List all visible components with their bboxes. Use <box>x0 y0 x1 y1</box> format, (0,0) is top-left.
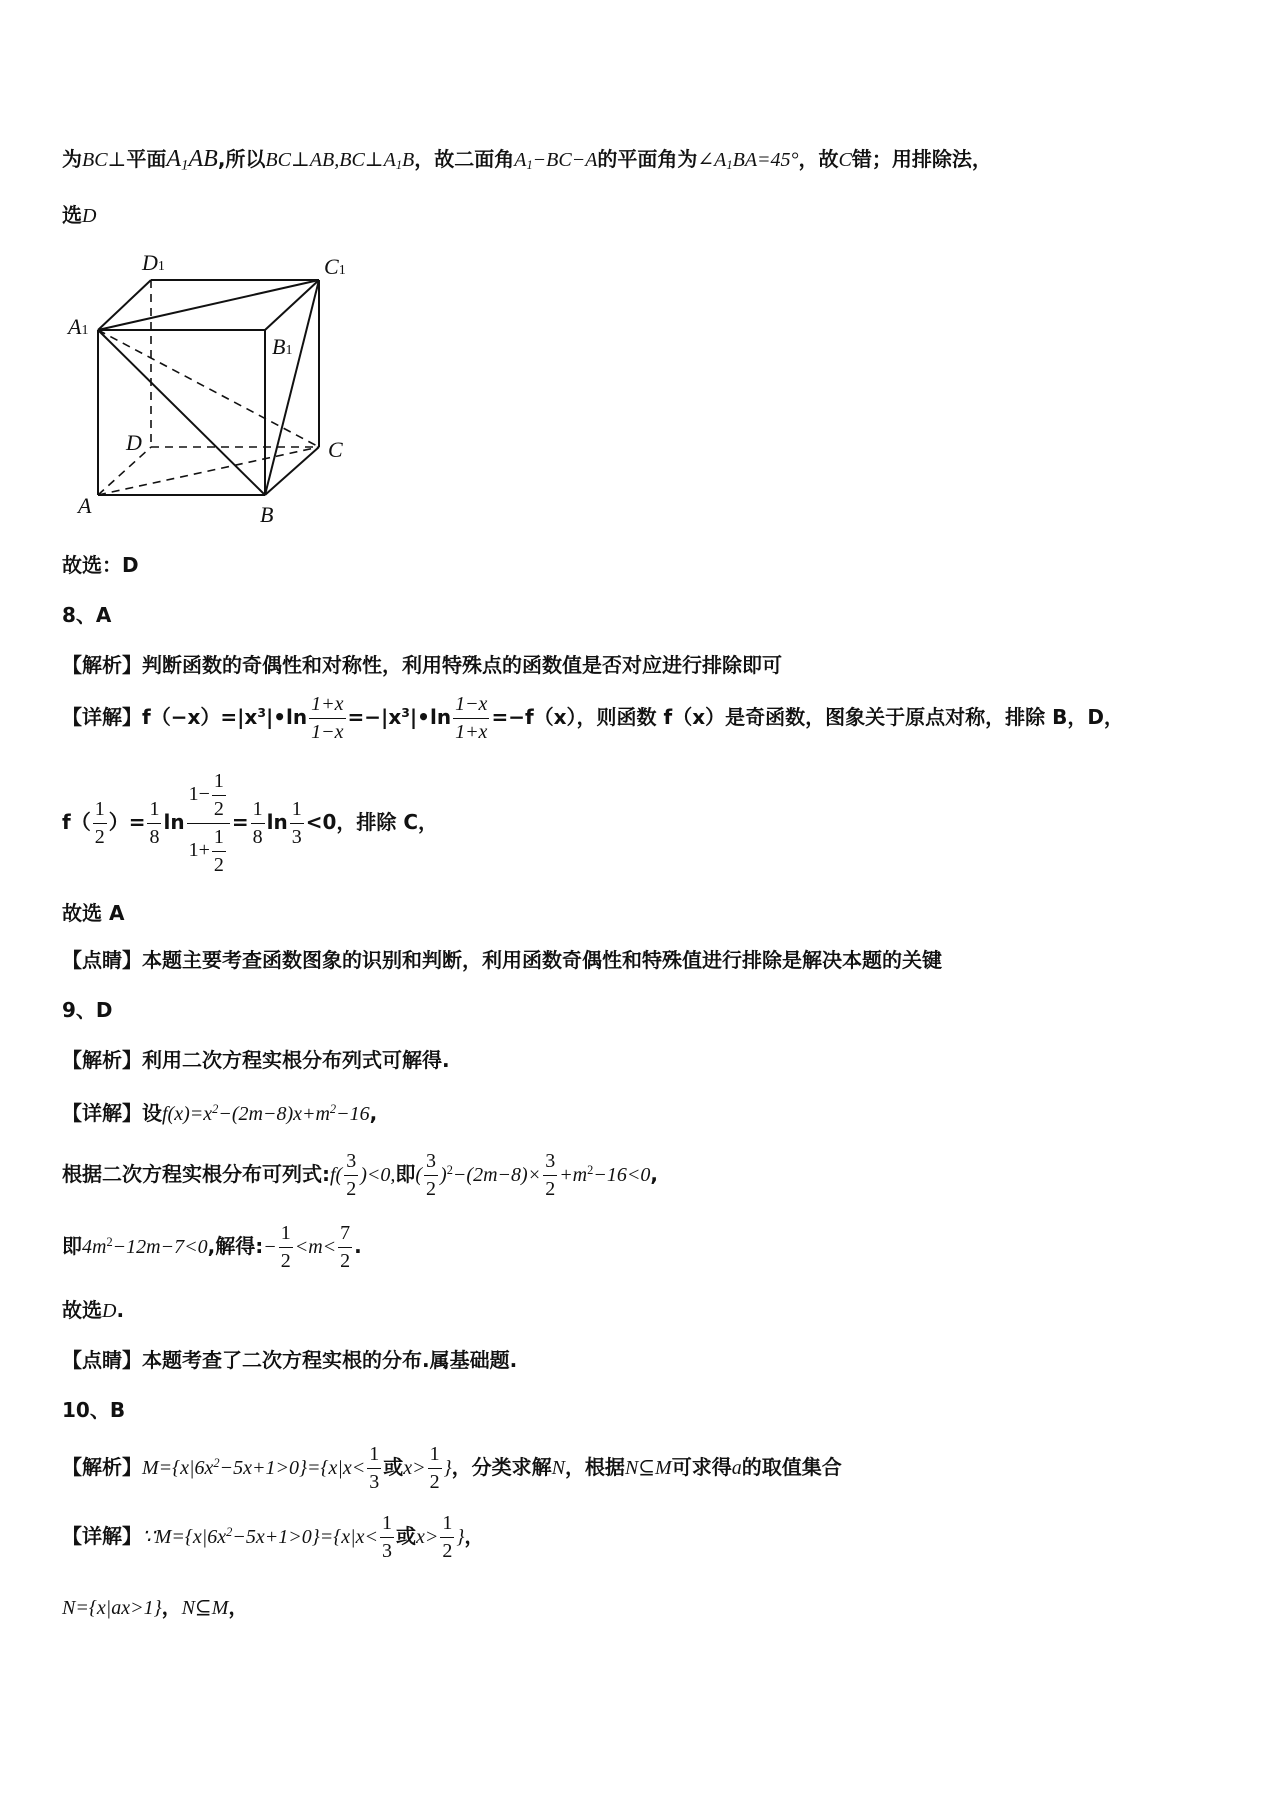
edge-c1-b1 <box>265 280 319 330</box>
diag-c1-b <box>265 280 319 495</box>
diag-a1-c1 <box>98 280 319 330</box>
label-c1: C1 <box>324 254 346 279</box>
cube-diagram <box>62 250 382 530</box>
answer-9: 故选D. <box>62 1298 125 1322</box>
q9-condition: 根据二次方程实根分布可列式:f( $\frac{3}{2}$ )<0,即( $\frac{3}{2}$ )$^2$−(2m−8)× $\frac{3}{2}$ $+m^2-16<0$, <box>62 1150 658 1200</box>
diag-a1-b <box>98 330 265 495</box>
text-line-2: 选D <box>62 203 97 227</box>
answer-7: 故选：D <box>62 553 139 577</box>
q9-analysis: 【解析】利用二次方程实根分布列式可解得. <box>62 1048 450 1072</box>
q8-eval: f（ $\frac{1}{2}$ ）= $\frac{1}{8}$ ln 1− $\frac{1}{2}$ 1+ $\frac{1}{2}$ = $\frac{1}{8}$ ln $\frac{1}{3}$ <0，排除 C， <box>62 770 439 876</box>
hidden-edge-a-d <box>98 447 151 495</box>
compound-fraction: 1− $\frac{1}{2}$ 1+ $\frac{1}{2}$ <box>187 770 230 877</box>
label-d1: D1 <box>142 250 165 275</box>
q9-solve: 即$4m^2-12m-7<0$,解得:− $\frac{1}{2}$ <m< $\frac{7}{2}$ . <box>62 1222 362 1272</box>
q8-analysis: 【解析】判断函数的奇偶性和对称性，利用特殊点的函数值是否对应进行排除即可 <box>62 653 782 677</box>
label-d: D <box>126 430 142 455</box>
q9-comment: 【点睛】本题考查了二次方程实根的分布.属基础题. <box>62 1348 518 1372</box>
text-line-1: 为BC⊥平面$A_1AB$,所以$BC\perp AB,BC\perp A_1B$，故二面角$A_1-BC-A$的平面角为$\angle A_1BA=45^\circ$，故C错；用排除法， <box>62 146 992 174</box>
q8-detail: 【详解】$f(-x)=|x^3|•\ln$ $\frac{1+x}{1-x}$ $=-|x^3|•\ln$ $\frac{1-x}{1+x}$ =−f（x），则函数 f（x）是奇函数，图象关于原点对称，排除 B，D， <box>62 693 1124 743</box>
question-8-header: 8、A <box>62 603 112 627</box>
label-b: B <box>260 502 274 527</box>
q10-analysis: 【解析】$M=\{x|6x^2-5x+1>0\}=\{x|x<$ $\frac{1}{3}$ 或x> $\frac{1}{2}$ }，分类求解N，根据N⊆M可求得a的取值集合 <box>62 1443 842 1493</box>
q10-detail: 【详解】$\because M=\{x|6x^2-5x+1>0\}=\{x|x<$ $\frac{1}{3}$ 或x> $\frac{1}{2}$ }， <box>62 1512 485 1562</box>
edge-b-c <box>265 447 319 495</box>
label-b1: B1 <box>272 334 293 359</box>
frac-1plusx-over-1minusx: $\frac{1+x}{1-x}$ <box>311 693 344 743</box>
label-a1: A1 <box>68 314 89 339</box>
question-10-header: 10、B <box>62 1398 126 1422</box>
question-9-header: 9、D <box>62 998 113 1022</box>
label-a: A <box>78 493 92 518</box>
edge-a1-d1 <box>98 280 151 330</box>
answer-8: 故选 A <box>62 901 125 925</box>
frac-1minusx-over-1plusx: $\frac{1-x}{1+x}$ <box>455 693 488 743</box>
q9-detail: 【详解】设$f(x)=x^2-(2m-8)x+m^2-16$, <box>62 1101 378 1125</box>
q10-set-n: N={x|ax>1}，N⊆M， <box>62 1595 249 1619</box>
label-c: C <box>328 437 343 462</box>
q8-comment: 【点睛】本题主要考查函数图象的识别和判断，利用函数奇偶性和特殊值进行排除是解决本题的关键 <box>62 948 942 972</box>
